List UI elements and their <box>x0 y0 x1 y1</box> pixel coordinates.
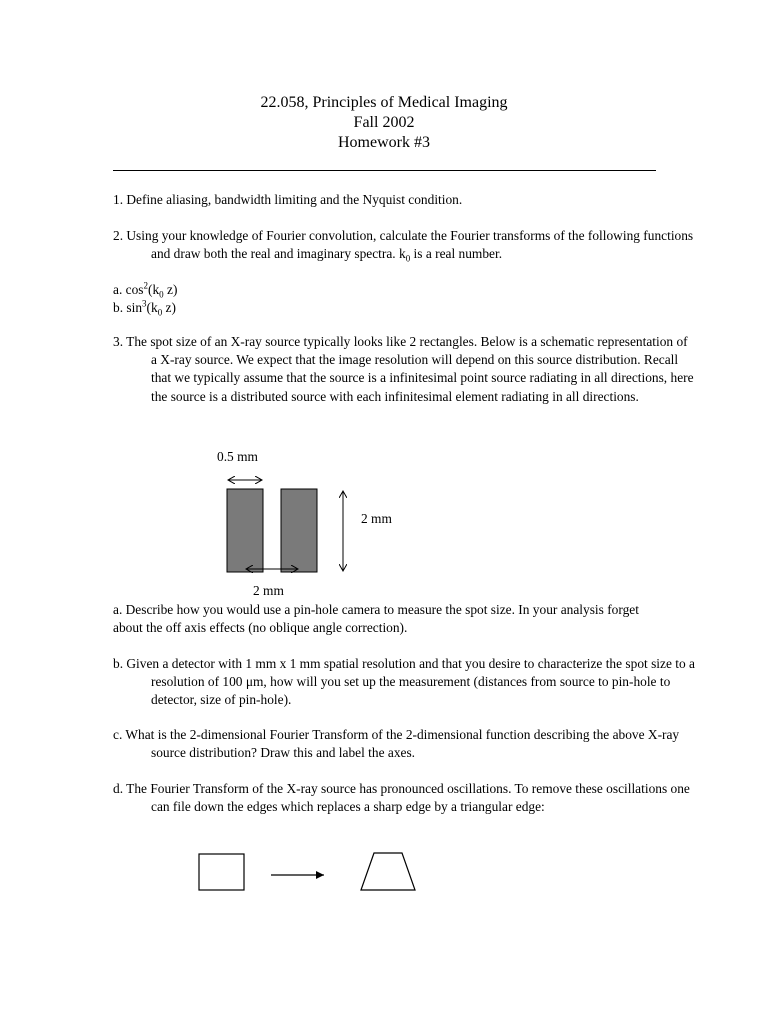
question-3d: d. The Fourier Transform of the X-ray source has pronounced oscillations. To remove these oscillations one can file down the edges which replaces a sharp edge by a triangular edge: <box>113 781 690 815</box>
question-3b: b. Given a detector with 1 mm x 1 mm spatial resolution and that you desire to characterize the spot size to a resolution of 100 μm, how will you set up the measurement (distances from source to pin-hole to detector, size of pin-hole). <box>113 656 695 708</box>
k0-subscript: 0 <box>405 253 411 264</box>
course-title: 22.058, Principles of Medical Imaging <box>260 94 508 111</box>
question-2-text: 2. Using your knowledge of Fourier convolution, calculate the Fourier transforms of the following functions and draw both the real and imaginary spectra. k <box>113 228 694 262</box>
spacing-label: 2 mm <box>253 583 284 598</box>
question-3-intro: 3. The spot size of an X-ray source typically looks like 2 rectangles. Below is a schematic representation of a X-ray source. We expect that the image resolution will depend on this source distribution. Recall that we typically assume that the source is a infinitesimal point source radiating in all directions, here the source is a distributed source with each infinitesimal element radiating in all directions. <box>113 334 694 404</box>
question-2-text-end: is a real number. <box>410 246 503 262</box>
term: Fall 2002 <box>353 114 415 131</box>
question-2b: b. $\sin^3(k_0$ z) <box>113 298 176 318</box>
source-rectangle-right <box>281 489 317 572</box>
source-rectangle-left <box>227 489 263 572</box>
question-3a: a. Describe how you would use a pin-hole camera to measure the spot size. In your analysis forget about the off axis effects (no oblique angle correction). <box>113 602 639 636</box>
question-3c: c. What is the 2-dimensional Fourier Transform of the 2-dimensional function describing the above X-ray source distribution? Draw this and label the axes. <box>113 727 680 761</box>
sharp-edge-square <box>199 854 244 890</box>
question-2a: a. $\cos^2(k_0$ z) <box>113 280 178 300</box>
width-label: 0.5 mm <box>217 449 258 464</box>
triangular-edge-trapezoid <box>361 853 415 890</box>
question-1: 1. Define aliasing, bandwidth limiting and the Nyquist condition. <box>113 192 463 207</box>
height-label: 2 mm <box>361 511 392 526</box>
assignment-title: Homework #3 <box>338 134 430 151</box>
